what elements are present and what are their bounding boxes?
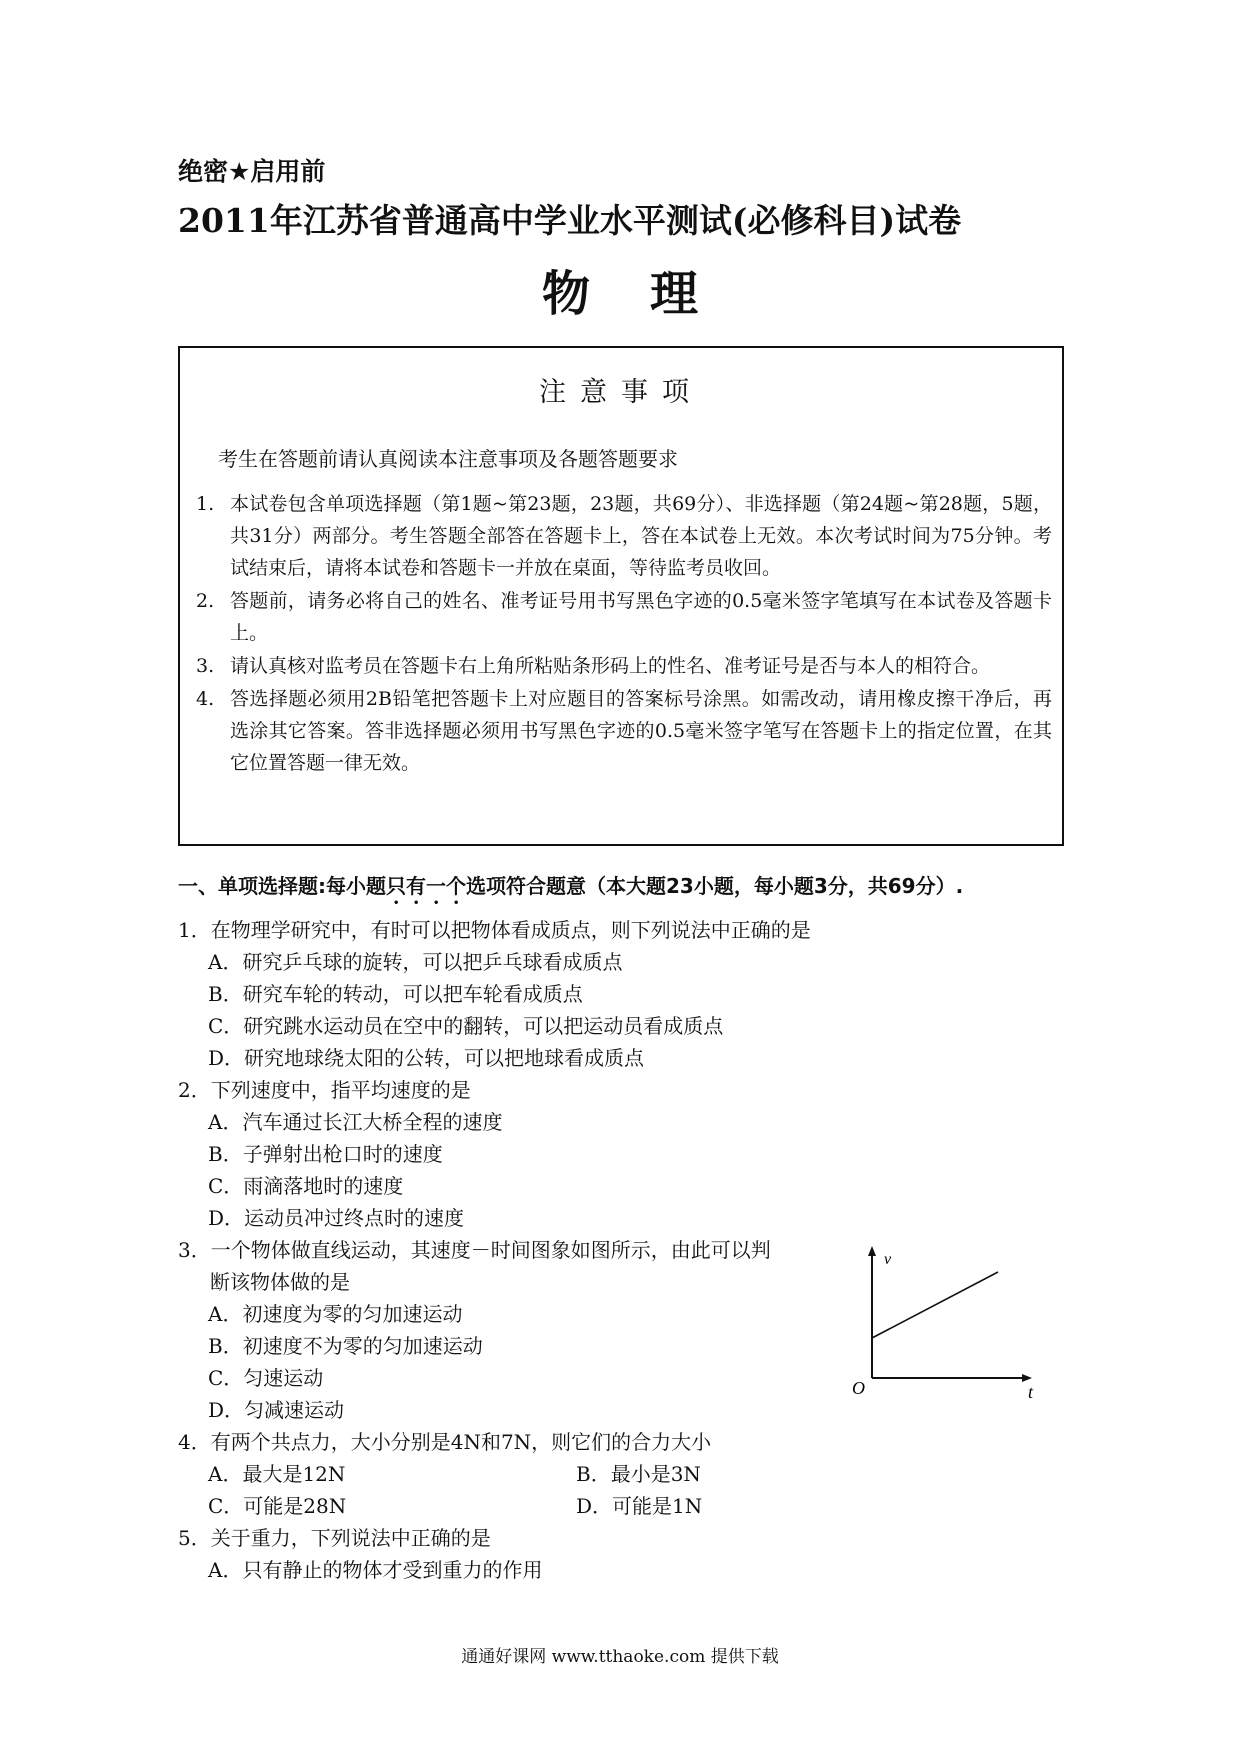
notice-lead: 考生在答题前请认真阅读本注意事项及各题答题要求 <box>218 447 678 471</box>
question-5-option-a: A．只有静止的物体才受到重力的作用 <box>208 1558 543 1582</box>
notice-item <box>196 650 1052 682</box>
question-2-option-b: B．子弹射出枪口时的速度 <box>208 1142 443 1166</box>
graph-background <box>848 1238 1048 1398</box>
question-2-stem: 2．下列速度中，指平均速度的是 <box>178 1078 471 1102</box>
secret-mark: 绝密★启用前 <box>178 157 326 186</box>
notice-item <box>196 683 1052 779</box>
graph-origin-label: O <box>852 1378 865 1398</box>
exam-title: 2011年江苏省普通高中学业水平测试(必修科目)试卷 <box>178 201 962 240</box>
graph-y-axis-label: v <box>884 1251 892 1268</box>
question-3-option-a: A．初速度为零的匀加速运动 <box>208 1302 463 1326</box>
question-2-option-a: A．汽车通过长江大桥全程的速度 <box>208 1110 503 1134</box>
question-1-stem: 1．在物理学研究中，有时可以把物体看成质点，则下列说法中正确的是 <box>178 918 811 942</box>
notice-item <box>196 585 1052 649</box>
section-heading-emphasis: 只有一个 <box>386 874 466 898</box>
question-4-option-d: D．可能是1N <box>576 1494 703 1518</box>
subject-title: 物理 <box>541 266 758 322</box>
notice-title: 注意事项 <box>539 377 703 408</box>
question-4-stem: 4．有两个共点力，大小分别是4N和7N，则它们的合力大小 <box>178 1430 712 1454</box>
section-heading-pre: 一、单项选择题:每小题 <box>178 874 386 898</box>
velocity-time-graph <box>848 1238 1048 1398</box>
question-1-option-a: A．研究乒乓球的旋转，可以把乒乓球看成质点 <box>208 950 623 974</box>
notice-item-number: 1. <box>196 493 215 515</box>
question-1-option-d: D．研究地球绕太阳的公转，可以把地球看成质点 <box>208 1046 645 1070</box>
question-1-option-c: C．研究跳水运动员在空中的翻转，可以把运动员看成质点 <box>208 1014 724 1038</box>
question-2-option-d: D．运动员冲过终点时的速度 <box>208 1206 465 1230</box>
question-4-option-a: A．最大是12N <box>208 1462 346 1486</box>
page-footer: 通通好课网 www.tthaoke.com 提供下载 <box>461 1647 779 1667</box>
graph-x-axis-label: t <box>1028 1382 1034 1398</box>
question-5-stem: 5．关于重力，下列说法中正确的是 <box>178 1526 491 1550</box>
notice-item <box>196 488 1052 584</box>
question-3-option-b: B．初速度不为零的匀加速运动 <box>208 1334 483 1358</box>
section-heading-post: 选项符合题意（本大题23小题，每小题3分，共69分）. <box>466 874 964 898</box>
question-3-option-c: C．匀速运动 <box>208 1366 324 1390</box>
notice-list <box>196 488 1052 780</box>
section-heading <box>178 870 963 909</box>
notice-item-number: 4. <box>196 688 215 710</box>
question-3-stem-line-1: 3．一个物体做直线运动，其速度－时间图象如图所示，由此可以判 <box>178 1238 771 1262</box>
notice-box <box>178 346 1064 846</box>
question-2-option-c: C．雨滴落地时的速度 <box>208 1174 404 1198</box>
question-3-option-d: D．匀减速运动 <box>208 1398 345 1422</box>
notice-item-text: 答题前，请务必将自己的姓名、准考证号用书写黑色字迹的0.5毫米签字笔填写在本试卷及答题卡上。 <box>230 590 1052 644</box>
notice-item-text: 请认真核对监考员在答题卡右上角所粘贴条形码上的性名、准考证号是否与本人的相符合。 <box>230 655 991 677</box>
notice-item-text: 答选择题必须用2B铅笔把答题卡上对应题目的答案标号涂黑。如需改动，请用橡皮擦干净后，再选涂其它答案。答非选择题必须用书写黑色字迹的0.5毫米签字笔写在答题卡上的指定位置，在其它位置答题一律无效。 <box>230 688 1052 774</box>
notice-item-number: 3. <box>196 655 215 677</box>
question-3-stem-line-2: 断该物体做的是 <box>210 1270 350 1294</box>
notice-item-text: 本试卷包含单项选择题（第1题~第23题，23题，共69分）、非选择题（第24题~第28题，5题，共31分）两部分。考生答题全部答在答题卡上，答在本试卷上无效。本次考试时间为75分钟。考试结束后，请将本试卷和答题卡一并放在桌面，等待监考员收回。 <box>230 493 1052 579</box>
question-1-option-b: B．研究车轮的转动，可以把车轮看成质点 <box>208 982 583 1006</box>
question-4-option-b: B．最小是3N <box>576 1462 701 1486</box>
question-4-option-c: C．可能是28N <box>208 1494 347 1518</box>
notice-item-number: 2. <box>196 590 215 612</box>
